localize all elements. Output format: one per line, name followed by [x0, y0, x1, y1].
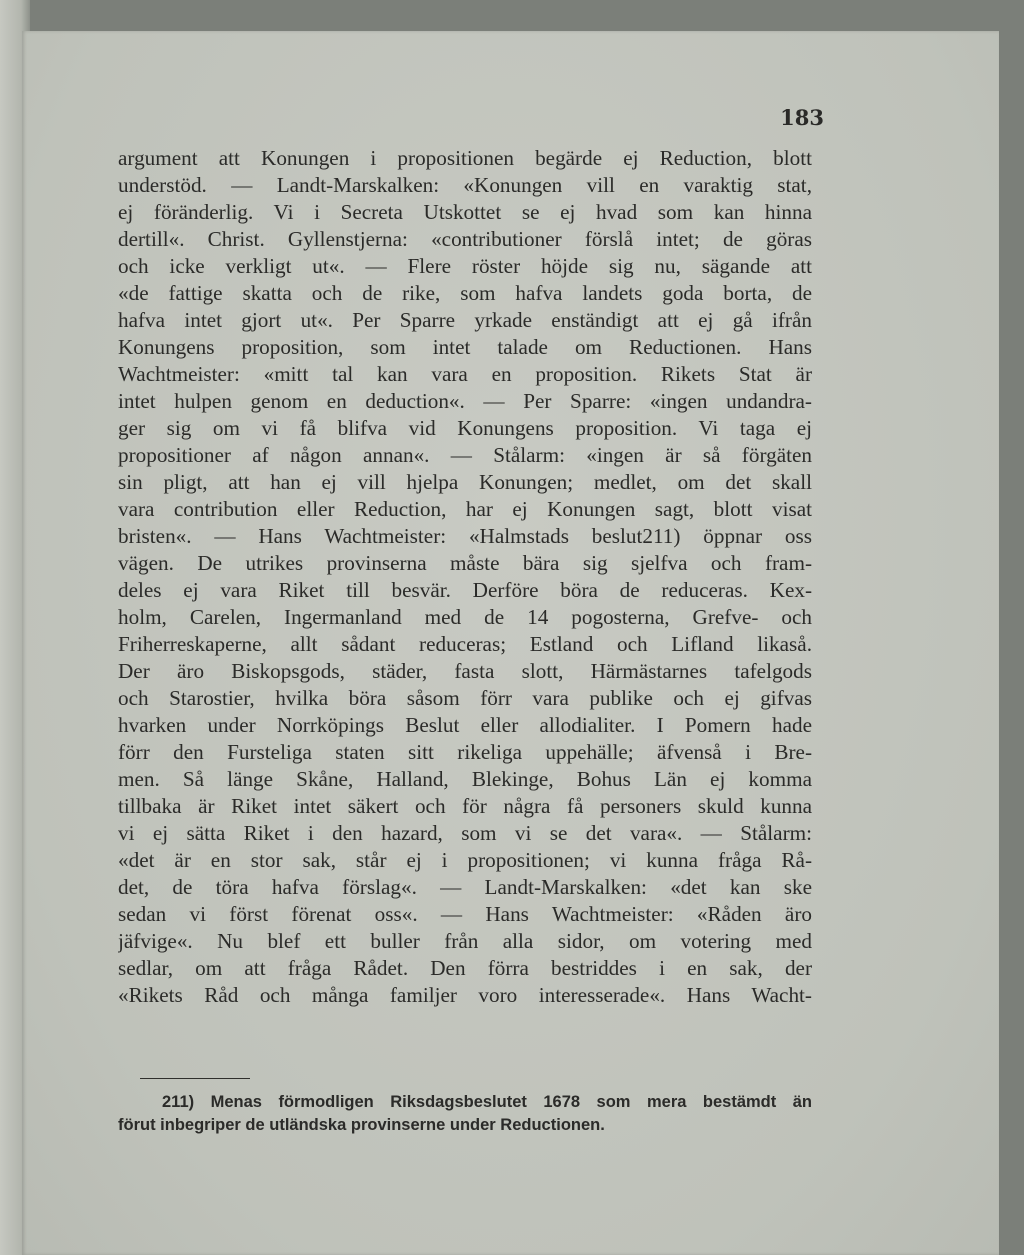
text-line: och icke verkligt ut«. — Flere röster höjde sig nu, sägande att	[118, 254, 812, 278]
text-line: ej föränderlig. Vi i Secreta Utskottet se ej hvad som kan hinna	[118, 200, 812, 224]
text-line: sin pligt, att han ej vill hjelpa Konungen; medlet, om det skall	[118, 470, 812, 494]
text-line: «det är en stor sak, står ej i propositionen; vi kunna fråga Rå-	[118, 848, 812, 872]
text-line: holm, Carelen, Ingermanland med de 14 pogosterna, Grefve- och	[118, 605, 812, 629]
text-line: dertill«. Christ. Gyllenstjerna: «contributioner förslå intet; de göras	[118, 227, 812, 251]
page-number: 183	[780, 105, 824, 130]
text-line: Friherreskaperne, allt sådant reduceras; Estland och Lifland likaså.	[118, 632, 812, 656]
footnote	[118, 1091, 812, 1137]
text-line: det, de töra hafva förslag«. — Landt-Marskalken: «det kan ske	[118, 875, 812, 899]
text-line: men. Så länge Skåne, Halland, Blekinge, Bohus Län ej komma	[118, 767, 812, 791]
text-line: deles ej vara Riket till besvär. Derföre böra de reduceras. Kex-	[118, 578, 812, 602]
text-line: vi ej sätta Riket i den hazard, som vi se det vara«. — Stålarm:	[118, 821, 812, 845]
body-text	[118, 145, 812, 1009]
text-line: «de fattige skatta och de rike, som hafva landets goda borta, de	[118, 281, 812, 305]
footnote-divider	[140, 1078, 250, 1079]
text-line: argument att Konungen i propositionen begärde ej Reduction, blott	[118, 146, 812, 170]
text-line: propositioner af någon annan«. — Stålarm: «ingen är så förgäten	[118, 443, 812, 467]
text-line: förr den Fursteliga staten sitt rikeliga uppehälle; äfvenså i Bre-	[118, 740, 812, 764]
book-page	[22, 31, 999, 1255]
footnote-line: förut inbegriper de utländska provinserne under Reductionen.	[118, 1116, 605, 1134]
text-line: hvarken under Norrköpings Beslut eller allodialiter. I Pomern hade	[118, 713, 812, 737]
text-line: intet hulpen genom en deduction«. — Per Sparre: «ingen undandra-	[118, 389, 812, 413]
text-line: sedan vi först förenat oss«. — Hans Wachtmeister: «Råden äro	[118, 902, 812, 926]
text-line: Konungens proposition, som intet talade om Reductionen. Hans	[118, 335, 812, 359]
text-line: vägen. De utrikes provinserna måste bära sig sjelfva och fram-	[118, 551, 812, 575]
text-line: jäfvige«. Nu blef ett buller från alla sidor, om votering med	[118, 929, 812, 953]
text-line: Wachtmeister: «mitt tal kan vara en proposition. Rikets Stat är	[118, 362, 812, 386]
text-line: och Starostier, hvilka böra såsom förr vara publike och ej gifvas	[118, 686, 812, 710]
text-line: sedlar, om att fråga Rådet. Den förra bestriddes i en sak, der	[118, 956, 812, 980]
footnote-line: 211) Menas förmodligen Riksdagsbeslutet 1678 som mera bestämdt än	[162, 1093, 812, 1111]
text-line: understöd. — Landt-Marskalken: «Konungen vill en varaktig stat,	[118, 173, 812, 197]
text-line: hafva intet gjort ut«. Per Sparre yrkade enständigt att ej gå ifrån	[118, 308, 812, 332]
text-line: «Rikets Råd och många familjer voro interesserade«. Hans Wacht-	[118, 983, 812, 1007]
text-line: tillbaka är Riket intet säkert och för några få personers skuld kunna	[118, 794, 812, 818]
text-line: ger sig om vi få blifva vid Konungens proposition. Vi taga ej	[118, 416, 812, 440]
text-line: Der äro Biskopsgods, städer, fasta slott, Härmästarnes tafelgods	[118, 659, 812, 683]
text-line: bristen«. — Hans Wachtmeister: «Halmstads beslut211) öppnar oss	[118, 524, 812, 548]
text-line: vara contribution eller Reduction, har ej Konungen sagt, blott visat	[118, 497, 812, 521]
